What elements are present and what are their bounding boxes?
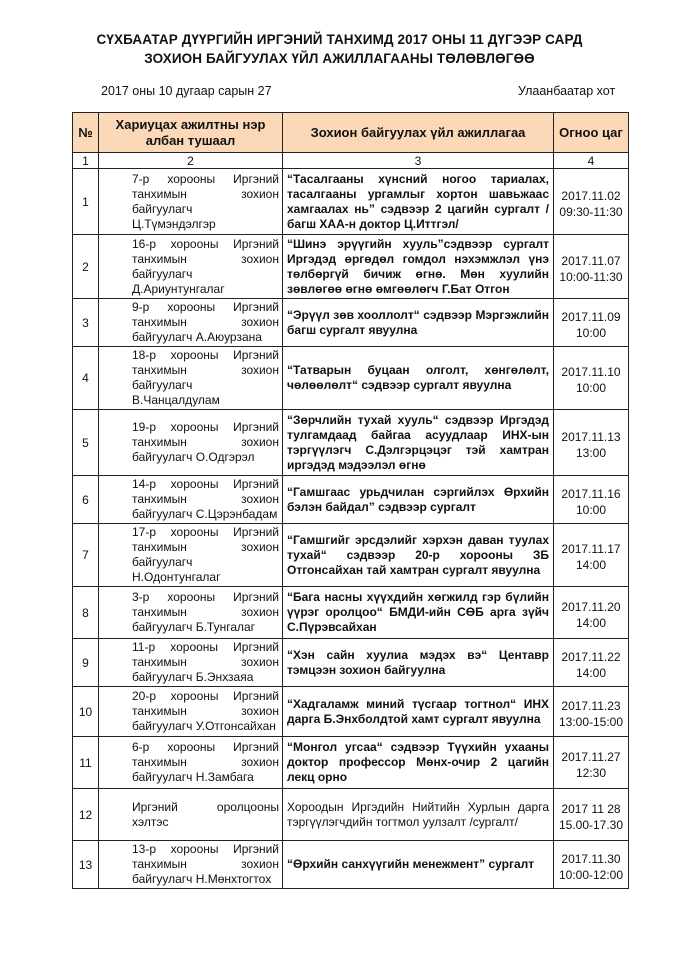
event-date: 2017.11.16 [561,486,621,501]
row-number: 5 [73,410,99,476]
event-time: 14:00 [575,665,607,680]
event-time: 13:00 [575,445,607,460]
schedule-table [72,112,629,889]
date-time [554,169,629,235]
col-number-3: 3 [283,153,554,169]
activity-description: “Өрхийн санхүүгийн менежмент” сургалт [283,841,554,889]
date-time [554,347,629,410]
column-number-row [73,153,629,169]
event-time: 10:00-12:00 [558,867,624,882]
activity-description: “Монгол угсаа“ сэдвээр Түүхийн ухааны доктор профессор Мөнх-очир 2 цагийн лекц орно [283,737,554,789]
event-time: 09:30-11:30 [559,204,623,219]
event-time: 15.00-17.30 [558,817,624,832]
responsible-person: 7-р хорооны Иргэний танхимын зохион байгуулагч Ц.Түмэндэлгэр [99,169,283,235]
responsible-person: 3-р хорооны Иргэний танхимын зохион байгуулагч Б.Тунгалаг [99,587,283,639]
col-number-2: 2 [99,153,283,169]
responsible-person: 19-р хорооны Иргэний танхимын зохион байгуулагч О.Одгэрэл [99,410,283,476]
event-date: 2017.11.17 [561,542,621,556]
date-time [554,524,629,587]
table-row [73,410,629,476]
event-date: 2017.11.10 [561,365,621,379]
table-row [73,235,629,299]
date-time [554,476,629,524]
responsible-person: 14-р хорооны Иргэний танхимын зохион байгуулагч С.Цэрэнбадам [99,476,283,524]
table-row [73,299,629,347]
activity-description: “Татварын буцаан олголт, хөнгөлөлт, чөлөөлөлт“ сэдвээр сургалт явуулна [283,347,554,410]
activity-description: “Шинэ эрүүгийн хууль”сэдвээр сургалт Иргэдэд өргөдөл гомдол нэхэмжлэл үнэ төлбөргүй бичиж өгнө. Мөн хуулийн зөвлөгөө өгнө өмгөөлөгч Г.Бат Отгон [283,235,554,299]
activity-description: “Бага насны хүүхдийн хөгжилд гэр бүлийн үүрэг оролцоо“ БМДИ-ийн СӨБ арга зүйч С.Пүрэвсайхан [283,587,554,639]
row-number: 3 [73,299,99,347]
event-time: 10:00 [575,381,607,395]
event-date: 2017.11.27 [561,749,621,764]
row-number: 1 [73,169,99,235]
activity-description: “Зөрчлийн тухай хууль“ сэдвээр Иргэдэд тулгамдаад байгаа асуудлаар ИНХ-ын тэргүүлэгч С.Дэлгэрцэцэг тэй хамтран иргэдэд мэдээлэл өгнө [283,410,554,476]
document-title [0,30,679,68]
event-time: 10:00 [575,502,607,517]
activity-description: “Хэн сайн хуулиа мэдэх вэ“ Центавр тэмцээн зохион байгуулна [283,639,554,687]
event-date: 2017.11.20 [561,599,621,614]
responsible-person: 9-р хорооны Иргэний танхимын зохион байгуулагч А.Аюурзана [99,299,283,347]
event-date: 2017 11 28 [561,801,621,816]
activity-description: “Эрүүл зөв хооллолт“ сэдвээр Мэргэжлийн багш сургалт явуулна [283,299,554,347]
row-number: 4 [73,347,99,410]
responsible-person: 18-р хорооны Иргэний танхимын зохион байгуулагч В.Чанцалдулам [99,347,283,410]
activity-description: “Тасалгааны хүнсний ногоо тариалах, тасалгааны ургамлыг хортон шавьжаас хамгаалах нь” сэдвээр 2 цагийн сургалт /багш ХАА-н доктор Ц.Иттгэл/ [283,169,554,235]
row-number: 13 [73,841,99,889]
date-time [554,789,629,841]
date-time [554,687,629,737]
event-date: 2017.11.07 [561,253,621,268]
event-date: 2017.11.22 [561,649,621,664]
document-date: 2017 оны 10 дугаар сарын 27 [101,84,272,98]
row-number: 10 [73,687,99,737]
date-time [554,841,629,889]
event-date: 2017.11.30 [561,851,621,866]
date-time [554,410,629,476]
responsible-person: 11-р хорооны Иргэний танхимын зохион байгуулагч Б.Энхзаяа [99,639,283,687]
table-row [73,789,629,841]
responsible-person: 17-р хорооны Иргэний танхимын зохион байгуулагч Н.Одонтунгалаг [99,524,283,587]
row-number: 7 [73,524,99,587]
event-date: 2017.11.09 [561,309,621,324]
table-row [73,737,629,789]
event-date: 2017.11.02 [561,188,621,203]
header-activity: Зохион байгуулах үйл ажиллагаа [283,113,554,153]
table-row [73,687,629,737]
table-row [73,169,629,235]
date-time [554,235,629,299]
title-line-1: СҮХБААТАР ДҮҮРГИЙН ИРГЭНИЙ ТАНХИМД 2017 ОНЫ 11 ДҮГЭЭР САРД [96,32,583,47]
table-row [73,841,629,889]
col-number-1: 1 [73,153,99,169]
document-city: Улаанбаатар хот [518,84,616,98]
activity-description: “Гамшгаас урьдчилан сэргийлэх Өрхийн бэлэн байдал” сэдвээр сургалт [283,476,554,524]
header-date: Огноо цаг [554,113,629,153]
row-number: 9 [73,639,99,687]
event-time: 14:00 [575,558,607,572]
row-number: 6 [73,476,99,524]
activity-description: Хороодын Иргэдийн Нийтийн Хурлын дарга тэргүүлэгчдийн тогтмол уулзалт /сургалт/ [283,789,554,841]
row-number: 2 [73,235,99,299]
event-date: 2017.11.13 [561,429,621,444]
date-time [554,737,629,789]
row-number: 12 [73,789,99,841]
responsible-person: Иргэний оролцооны хэлтэс [99,789,283,841]
responsible-person: 20-р хорооны Иргэний танхимын зохион байгуулагч У.Отгонсайхан [99,687,283,737]
responsible-person: 16-р хорооны Иргэний танхимын зохион байгуулагч Д.Ариунтунгалаг [99,235,283,299]
date-time [554,587,629,639]
activity-description: “Хадгаламж миний түсгаар тогтнол“ ИНХ дарга Б.Энхболдтой хамт сургалт явуулна [283,687,554,737]
event-time: 10:00-11:30 [559,269,623,284]
date-time [554,299,629,347]
responsible-person: 6-р хорооны Иргэний танхимын зохион байгуулагч Н.Замбага [99,737,283,789]
col-number-4: 4 [554,153,629,169]
table-row [73,347,629,410]
activity-description: “Гамшгийг эрсдэлийг хэрхэн даван туулах тухай“ сэдвээр 20-р хорооны ЗБ Отгонсайхан тай хамтран сургалт явуулна [283,524,554,587]
title-line-2: ЗОХИОН БАЙГУУЛАХ ҮЙЛ АЖИЛЛАГААНЫ ТӨЛӨВЛӨГӨӨ [144,51,535,66]
row-number: 11 [73,737,99,789]
table-row [73,639,629,687]
date-time [554,639,629,687]
event-date: 2017.11.23 [561,698,621,713]
event-time: 12:30 [575,765,607,780]
header-responsible: Хариуцах ажилтны нэр албан тушаал [99,113,283,153]
header-number: № [73,113,99,153]
table-row [73,587,629,639]
event-time: 14:00 [575,615,607,630]
event-time: 13:00-15:00 [558,714,624,729]
table-row [73,476,629,524]
event-time: 10:00 [575,325,607,340]
row-number: 8 [73,587,99,639]
table-row [73,524,629,587]
responsible-person: 13-р хорооны Иргэний танхимын зохион байгуулагч Н.Мөнхтогтох [99,841,283,889]
